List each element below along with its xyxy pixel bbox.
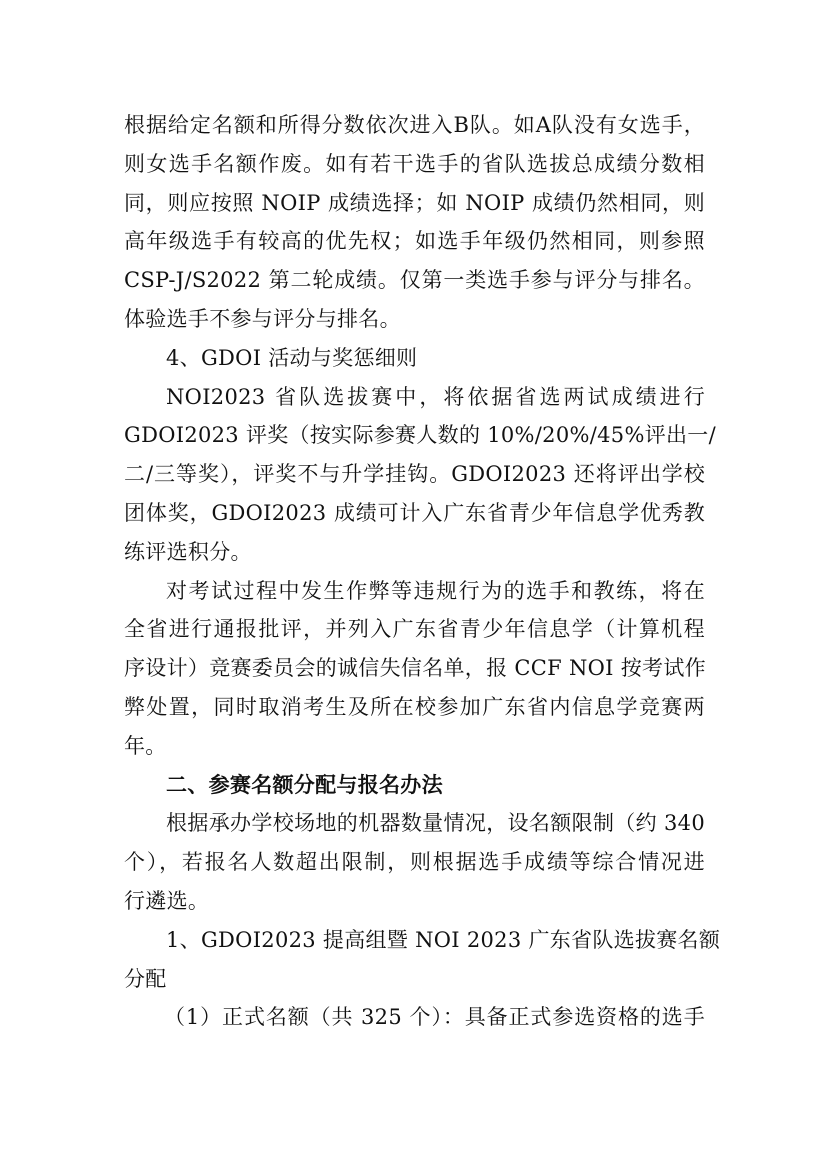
text-line: 弊处置，同时取消考生及所在校参加广东省内信息学竞赛两 [124,694,705,719]
text-line: CSP-J/S2022 第二轮成绩。仅第一类选手参与评分与排名。 [124,268,705,293]
text-line: 对考试过程中发生作弊等违规行为的选手和教练，将在 [166,578,705,603]
text-line: 二/三等奖），评奖不与升学挂钩。GDOI2023 还将评出学校 [124,462,705,487]
text-line: 根据承办学校场地的机器数量情况，设名额限制（约 340 [166,811,705,836]
text-line: 序设计）竞赛委员会的诚信失信名单，报 CCF NOI 按考试作 [124,656,706,681]
text-line: GDOI2023 评奖（按实际参赛人数的 10%/20%/45%评出一/ [124,423,716,448]
text-line: 个），若报名人数超出限制，则根据选手成绩等综合情况进 [124,850,705,875]
text-line: 高年级选手有较高的优先权；如选手年级仍然相同，则参照 [124,229,705,254]
text-line: 1、GDOI2023 提高组暨 NOI 2023 广东省队选拔赛名额 [166,927,721,952]
paragraph [124,804,705,920]
text-line: 则女选手名额作废。如有若干选手的省队选拔总成绩分数相 [124,151,705,176]
text-line: NOI2023 省队选拔赛中，将依据省选两试成绩进行 [166,384,705,409]
text-line: 练评选积分。 [124,539,252,564]
text-line: 根据给定名额和所得分数依次进入B队。如A队没有女选手， [124,113,705,137]
sub-list-item: （1）正式名额（共 325 个）：具备正式参选资格的选手 [164,1005,705,1030]
section-heading: 二、参赛名额分配与报名办法 [166,771,443,797]
text-line: 行遴选。 [124,888,210,913]
text-line: 团体奖，GDOI2023 成绩可计入广东省青少年信息学优秀教 [124,500,705,525]
text-line: 全省进行通报批评，并列入广东省青少年信息学（计算机程 [124,617,705,642]
text-line: 同，则应按照 NOIP 成绩选择；如 NOIP 成绩仍然相同，则 [124,190,705,215]
list-item [124,921,721,999]
text-line: 体验选手不参与评分与排名。 [124,306,401,331]
document-body [124,106,721,1037]
paragraph [124,378,716,572]
text-line: 年。 [124,733,167,758]
section-title: 4、GDOI 活动与奖惩细则 [166,345,418,370]
paragraph [124,106,705,339]
paragraph [124,572,705,766]
text-line: 分配 [124,966,167,991]
